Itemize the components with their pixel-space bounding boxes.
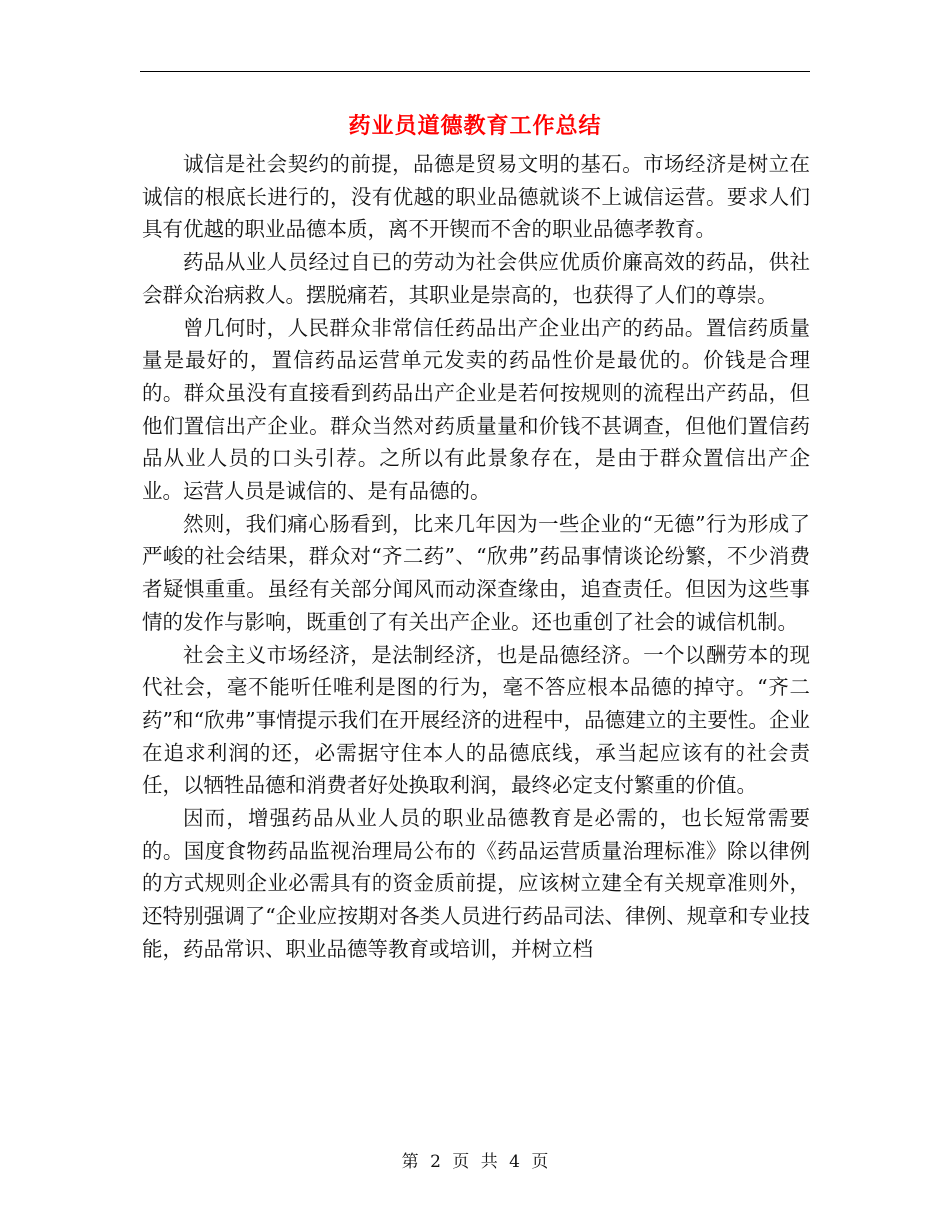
- document-title: 药业员道德教育工作总结: [348, 113, 602, 139]
- paragraph: 社会主义市场经济，是法制经济，也是品德经济。一个以酬劳本的现代社会，毫不能听任唯利是图的行为，毫不答应根本品德的掉守。“齐二药”和“欣弗”事情提示我们在开展经济的进程中，品德建立的主要性。企业在追求利润的还，必需据守住本人的品德底线，承当起应该有的社会责任，以牺牲品德和消费者好处换取利润，最终必定支付繁重的价值。: [142, 642, 810, 798]
- paragraph: 曾几何时，人民群众非常信任药品出产企业出产的药品。置信药质量量是最好的，置信药品运营单元发卖的药品性价是最优的。价钱是合理的。群众虽没有直接看到药品出产企业是若何按规则的流程出产药品，但他们置信出产企业。群众当然对药质量量和价钱不甚调查，但他们置信药品从业人员的口头引荐。之所以有此景象存在，是由于群众置信出产企业。运营人员是诚信的、是有品德的。: [142, 315, 810, 504]
- paragraph: 然则，我们痛心肠看到，比来几年因为一些企业的“无德”行为形成了严峻的社会结果，群众对“齐二药”、“欣弗”药品事情谈论纷繁，不少消费者疑惧重重。虽经有关部分闻风而动深查缘由，追查责任。但因为这些事情的发作与影响，既重创了有关出产企业。还也重创了社会的诚信机制。: [142, 511, 810, 634]
- document-body: [142, 148, 810, 966]
- paragraph: 因而，增强药品从业人员的职业品德教育是必需的，也长短常需要的。国度食物药品监视治理局公布的《药品运营质量治理标准》除以律例的方式规则企业必需具有的资金质前提，应该树立建全有关规章准则外，还特别强调了“企业应按期对各类人员进行药品司法、律例、规章和专业技能，药品常识、职业品德等教育或培训，并树立档: [142, 806, 810, 961]
- paragraph: 药品从业人员经过自已的劳动为社会供应优质价廉高效的药品，供社会群众治病救人。摆脱痛若，其职业是崇高的，也获得了人们的尊崇。: [142, 250, 810, 307]
- paragraph: 诚信是社会契约的前提，品德是贸易文明的基石。市场经济是树立在诚信的根底长进行的，没有优越的职业品德就谈不上诚信运营。要求人们具有优越的职业品德本质，离不开锲而不舍的职业品德孝教育。: [142, 152, 810, 242]
- header-rule: [140, 71, 810, 72]
- page-number-footer: 第 2 页 共 4 页: [401, 1152, 549, 1172]
